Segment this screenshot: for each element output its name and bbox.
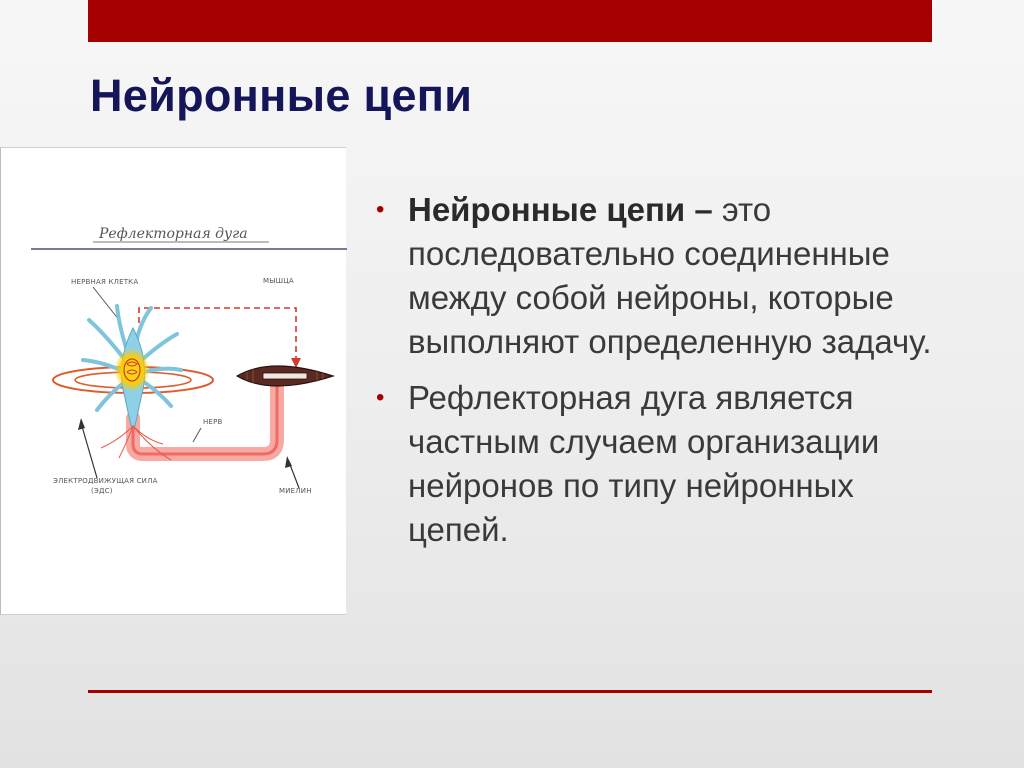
label-emf-line1: ЭЛЕКТРОДВИЖУЩАЯ СИЛА bbox=[53, 477, 158, 485]
bullet-item-definition bbox=[376, 188, 936, 364]
pointer-myelin-arrowhead bbox=[285, 456, 292, 468]
bullet-marker: • bbox=[376, 384, 385, 411]
bullet-text: Рефлекторная дуга является частным случаем организации нейронов по типу нейронных цепей. bbox=[408, 379, 880, 548]
pointer-emf-arrowhead bbox=[78, 418, 85, 430]
reflex-arc-illustration bbox=[1, 148, 347, 616]
label-nerve-cell: НЕРВНАЯ КЛЕТКА bbox=[71, 278, 139, 286]
pointer-nerve-cell bbox=[93, 287, 119, 320]
slide-title: Нейронные цепи bbox=[90, 70, 473, 121]
label-muscle: МЫШЦА bbox=[263, 277, 294, 285]
slide-body bbox=[376, 188, 936, 564]
reflex-arc-figure bbox=[0, 147, 346, 615]
pointer-nerve bbox=[193, 428, 201, 442]
bullet-term: Нейронные цепи – bbox=[408, 191, 713, 228]
label-nerve: НЕРВ bbox=[203, 418, 223, 426]
label-emf-line2: (ЭДС) bbox=[91, 487, 113, 495]
bottom-accent-rule bbox=[88, 690, 932, 693]
bullet-text: это последовательно соединенные между собой нейроны, которые выполняют определенную задачу. bbox=[408, 191, 932, 360]
bullet-marker: • bbox=[376, 196, 385, 223]
top-accent-bar bbox=[88, 0, 932, 42]
bullet-item-reflex-arc bbox=[376, 376, 936, 552]
label-myelin: МИЕЛИН bbox=[279, 487, 312, 495]
muscle-band bbox=[263, 373, 307, 379]
figure-title: Рефлекторная дуга bbox=[99, 226, 248, 242]
signal-loop-dashed bbox=[139, 308, 296, 362]
pointer-emf bbox=[81, 423, 97, 478]
bullet-list bbox=[376, 188, 936, 552]
